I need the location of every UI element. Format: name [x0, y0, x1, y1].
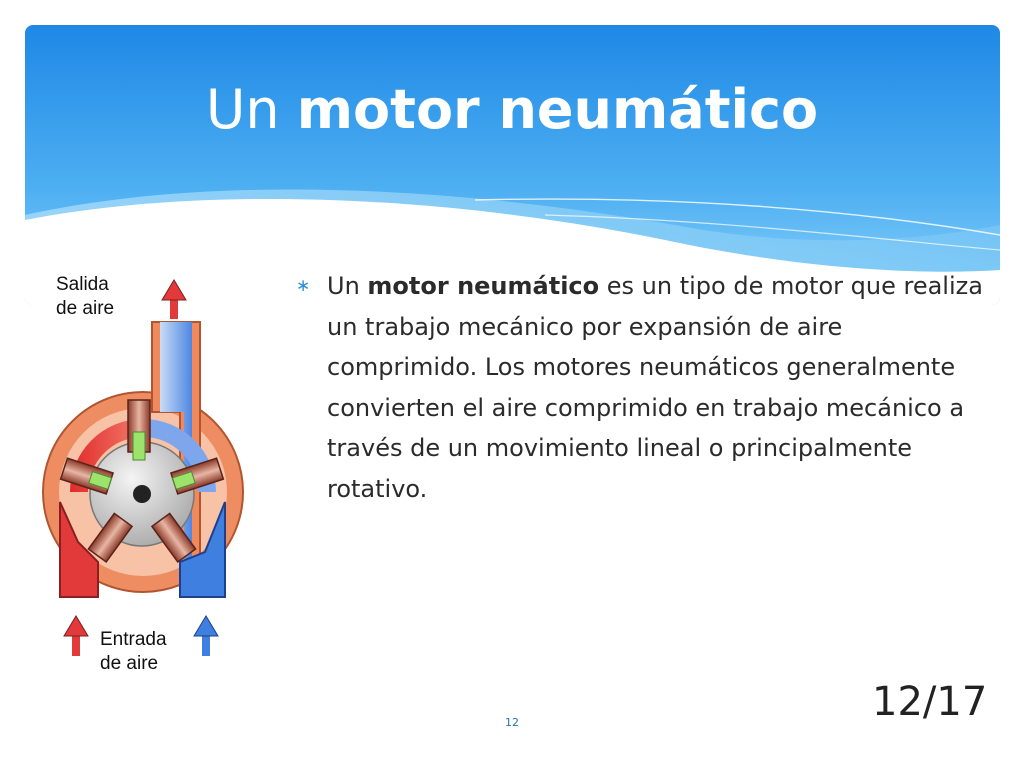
paragraph-prefix: Un	[327, 272, 360, 300]
slide-title	[0, 78, 1024, 142]
exit-air-label: Salida de aire	[56, 274, 115, 319]
page-counter: 12/17	[872, 679, 988, 725]
title-normal-part: Un	[205, 78, 280, 141]
bullet-asterisk-icon: ∗	[296, 276, 311, 296]
title-bold-part: motor neumático	[296, 78, 819, 141]
description-paragraph	[327, 266, 999, 509]
slide-number: 12	[505, 716, 519, 729]
inlet-hot-arrow-icon	[64, 616, 88, 656]
paragraph-rest: es un tipo de motor que realiza un trabajo mecánico por expansión de aire comprimido. Los motores neumáticos generalmente convierten el aire comprimido en trabajo mecánico a través de un movimiento lineal o principalmente rotativo.	[327, 272, 983, 503]
paragraph-bold-term: motor neumático	[367, 272, 600, 300]
inlet-air-label: Entrada de aire	[100, 629, 167, 674]
